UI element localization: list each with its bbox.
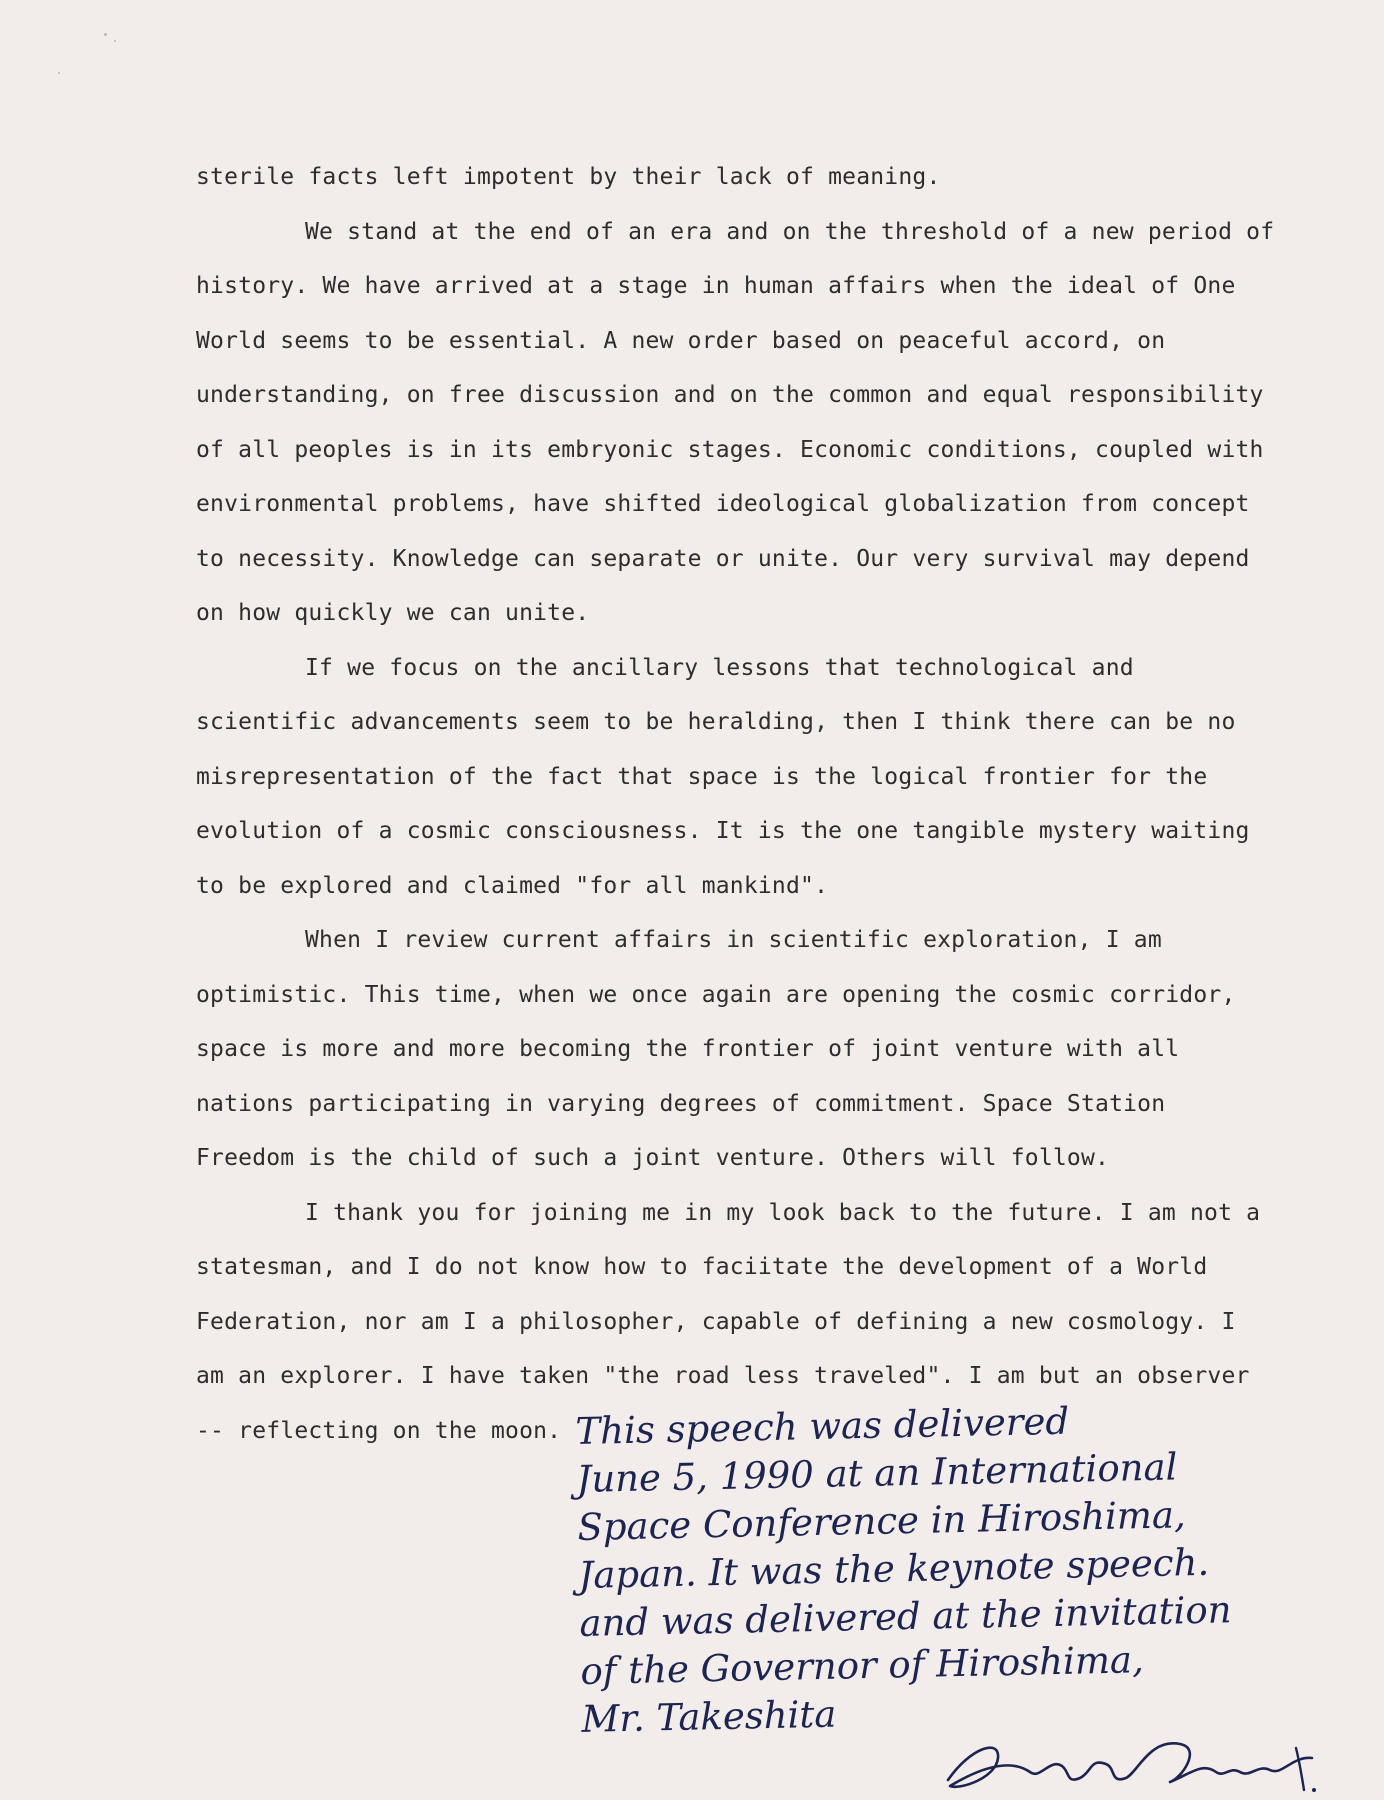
handwritten-line: of the Governor of Hiroshima, [580,1638,1145,1693]
paragraph-scientific-exploration: When I review current affairs in scientific exploration, I am optimistic. This time, when we once again are opening the cosmic corridor, space is more and more becoming the frontier of joint venture with all nations participating in varying degrees of commitment. Space Station Freedom is the child of such a joint venture. Others will follow. [196,927,1236,1171]
handwritten-line: Mr. Takeshita [581,1692,837,1741]
paragraph-continuation: sterile facts left impotent by their lack of meaning. [196,164,941,190]
typed-speech-text [196,150,1276,1458]
paragraph-end-of-era: We stand at the end of an era and on the threshold of a new period of history. We have arrived at a stage in human affairs when the ideal of One World seems to be essential. A new order based on peaceful accord, on understanding, on free discussion and on the common and equal responsibility of all peoples is in its embryonic stages. Economic conditions, coupled with environmental problems, have shifted ideological globalization from concept to necessity. Knowledge can separate or unite. Our very survival may depend on how quickly we can unite. [196,218,1275,626]
paragraph-closing: I thank you for joining me in my look back to the future. I am not a statesman, and I do not know how to faciitate the development of a World Federation, nor am I a philosopher, capable of defining a new cosmology. I am an explorer. I have taken "the road less traveled". I am but an observer -- reflecting on the moon. [196,1199,1261,1444]
handwritten-annotation [575,1391,1372,1743]
paper-speck [104,33,107,36]
paragraph-space-frontier: If we focus on the ancillary lessons that technological and scientific advancements seem to be heralding, then I think there can be no misrepresentation of the fact that space is the logical frontier for the evolution of a cosmic consciousness. It is the one tangible mystery waiting to be explored and claimed "for all mankind". [196,654,1250,899]
handwritten-line: This speech was delivered [575,1399,1070,1453]
signature-scrawl-icon [940,1728,1320,1798]
paper-speck [114,40,116,42]
handwritten-line: Japan. It was the keynote speech. [578,1540,1210,1597]
signature [940,1728,1320,1798]
handwritten-line: June 5, 1990 at an International [576,1445,1178,1501]
paper-speck [58,72,60,74]
handwritten-line: Space Conference in Hiroshima, [577,1493,1187,1549]
handwritten-line: and was delivered at the invitation [579,1588,1232,1645]
